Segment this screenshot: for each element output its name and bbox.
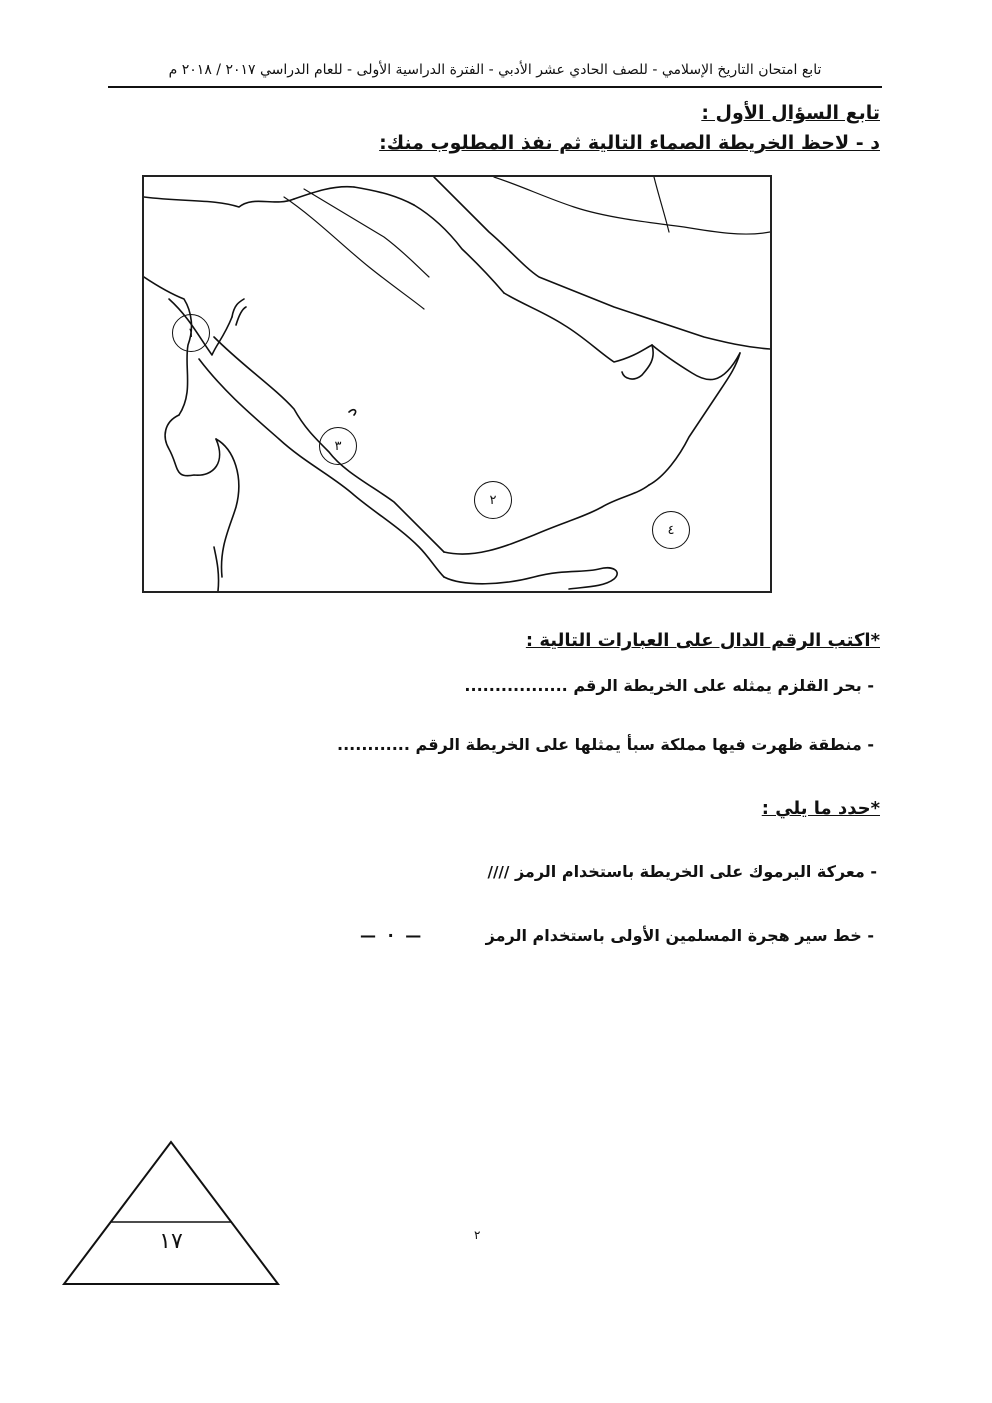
dash-dot-symbol: — · — <box>360 926 425 945</box>
blank-map <box>142 175 772 593</box>
write-item-2-text: - منطقة ظهرت فيها مملكة سبأ يمثلها على الخريطة الرقم <box>415 735 874 754</box>
write-item-2 <box>337 735 874 754</box>
section-write-title: *اكتب الرقم الدال على العبارات التالية : <box>525 630 880 651</box>
header-divider <box>108 86 882 88</box>
map-marker-1: ١ <box>172 314 210 352</box>
write-item-1 <box>464 676 874 695</box>
write-item-1-blank[interactable]: ................. <box>464 676 568 695</box>
score-pyramid <box>60 1138 282 1288</box>
page-number: ٢ <box>474 1228 481 1242</box>
map-marker-4: ٤ <box>652 511 690 549</box>
exam-header: تابع امتحان التاريخ الإسلامي - للصف الحادي عشر الأدبي - الفترة الدراسية الأولى - للعام الدراسي ٢٠١٧ / ٢٠١٨ م <box>168 62 822 78</box>
question-continuation-title: تابع السؤال الأول : <box>701 102 880 124</box>
hatch-symbol: //// <box>487 863 510 881</box>
map-marker-2: ٢ <box>474 481 512 519</box>
locate-item-1 <box>487 862 877 881</box>
map-marker-3: ٣ <box>319 427 357 465</box>
write-item-2-blank[interactable]: ............ <box>337 735 410 754</box>
score-value: ١٧ <box>159 1229 183 1254</box>
pyramid-shape <box>60 1138 282 1288</box>
locate-item-1-text: - معركة اليرموك على الخريطة باستخدام الرمز <box>514 862 877 881</box>
question-instruction: د - لاحظ الخريطة الصماء التالية ثم نفذ المطلوب منك: <box>379 132 880 154</box>
locate-item-2-text: - خط سير هجرة المسلمين الأولى باستخدام الرمز <box>485 926 874 945</box>
section-locate-title: *حدد ما يلي : <box>761 798 880 819</box>
write-item-1-text: - بحر القلزم يمثله على الخريطة الرقم <box>573 676 874 695</box>
